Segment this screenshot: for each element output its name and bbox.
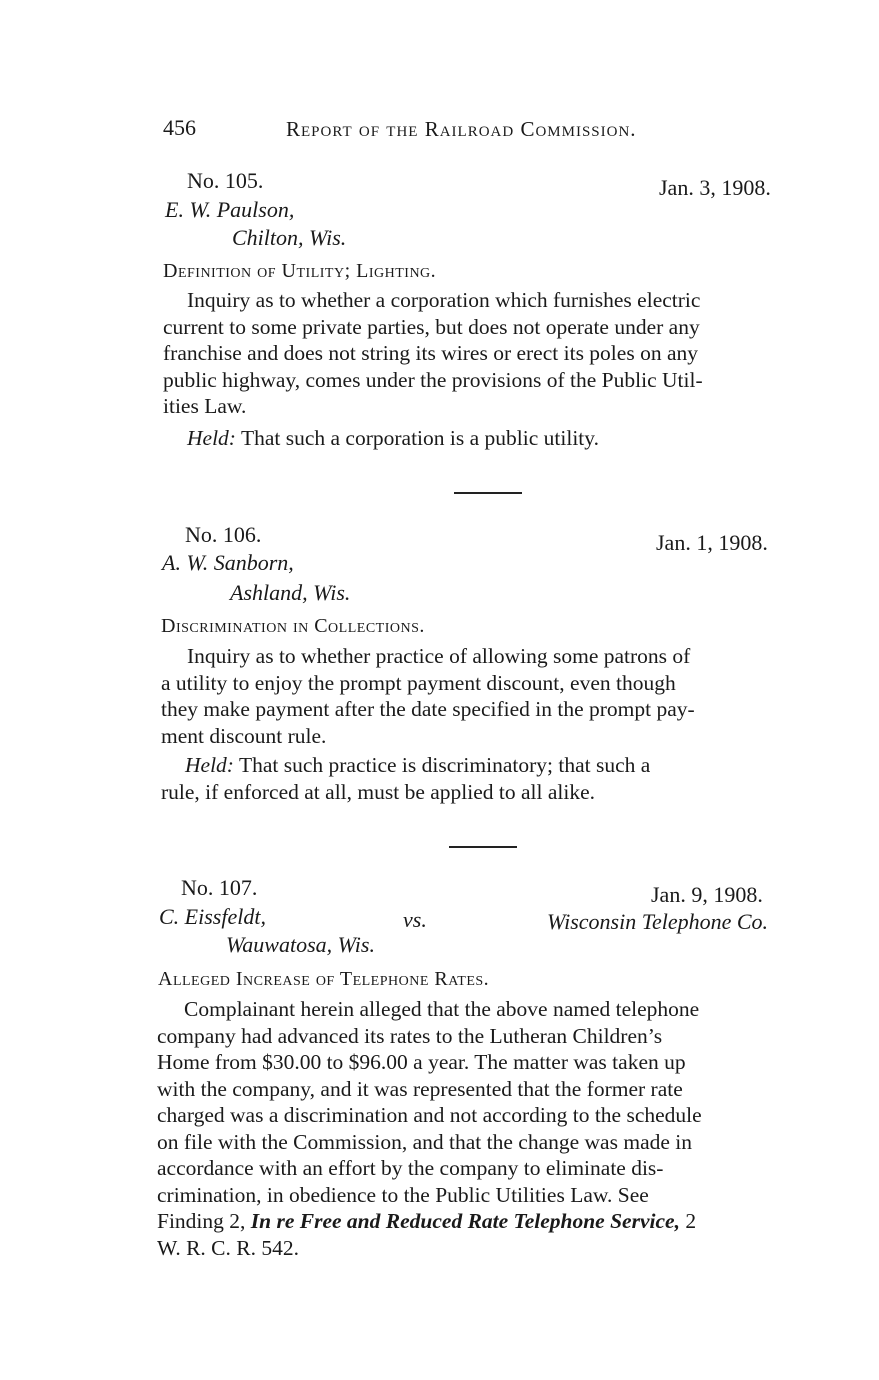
held-text: That such practice is discriminatory; that such a — [238, 753, 651, 777]
text-line: Home from $30.00 to $96.00 a year. The matter was taken up — [157, 1050, 686, 1074]
held-line — [161, 752, 811, 779]
page-number: 456 — [163, 115, 196, 140]
party-name: C. Eissfeldt, — [159, 904, 266, 929]
finding-suffix: 2 — [685, 1209, 697, 1233]
text-line: they make payment after the date specified in the prompt pay- — [161, 697, 695, 721]
entry-number: No. 106. — [185, 522, 262, 547]
party-place: Ashland, Wis. — [230, 580, 351, 605]
text-line: Inquiry as to whether a corporation which furnishes electric — [187, 288, 701, 312]
text-line: ities Law. — [163, 394, 247, 418]
entry-date: Jan. 9, 1908. — [651, 882, 763, 907]
party-place: Wauwatosa, Wis. — [226, 932, 375, 957]
holding — [187, 426, 599, 451]
text-line: accordance with an effort by the company to eliminate dis- — [157, 1156, 664, 1180]
text-line: Complainant herein alleged that the above named telephone — [184, 997, 700, 1021]
entry-date: Jan. 1, 1908. — [656, 530, 768, 555]
text-line: current to some private parties, but does not operate under any — [163, 314, 700, 339]
citation: W. R. C. R. 542. — [157, 1235, 299, 1260]
text-line: with the company, and it was represented that the former rate — [157, 1076, 683, 1101]
text-line: Inquiry as to whether practice of allowing some patrons of — [187, 644, 691, 668]
entry-date: Jan. 3, 1908. — [659, 175, 771, 200]
section-divider — [454, 492, 522, 494]
held-text: That such a corporation is a public utility. — [240, 426, 599, 450]
text-line: franchise and does not string its wires or erect its poles on any — [163, 341, 698, 365]
finding-title: In re Free and Reduced Rate Telephone Service, — [250, 1209, 680, 1233]
held-text: rule, if enforced at all, must be applied to all alike. — [161, 779, 596, 804]
finding-prefix: Finding 2, — [157, 1209, 246, 1233]
complaint-paragraph — [157, 996, 805, 1261]
text-line: on file with the Commission, and that the change was made in — [157, 1129, 693, 1154]
subject-caption: Definition of Utility; Lighting. — [163, 260, 437, 282]
text-line: charged was a discrimination and not according to the schedule — [157, 1103, 702, 1127]
party-place: Chilton, Wis. — [232, 225, 347, 250]
subject-caption: Alleged Increase of Telephone Rates. — [158, 968, 490, 990]
party-name: E. W. Paulson, — [165, 197, 295, 222]
versus-label: vs. — [403, 907, 427, 932]
inquiry-paragraph — [163, 287, 813, 420]
respondent-name: Wisconsin Telephone Co. — [547, 909, 769, 934]
subject-caption: Discrimination in Collections. — [161, 615, 425, 637]
text-line: crimination, in obedience to the Public Utilities Law. See — [157, 1182, 649, 1207]
holding — [161, 752, 811, 805]
section-divider — [449, 846, 517, 848]
held-label: Held: — [187, 426, 236, 450]
text-line: ment discount rule. — [161, 723, 327, 748]
text-line: a utility to enjoy the prompt payment discount, even though — [161, 670, 676, 695]
entry-number: No. 107. — [181, 875, 258, 900]
text-line: public highway, comes under the provisions of the Public Util- — [163, 367, 703, 392]
held-label: Held: — [185, 753, 234, 777]
party-name: A. W. Sanborn, — [162, 550, 294, 575]
finding-line — [157, 1208, 805, 1235]
inquiry-paragraph — [161, 643, 811, 749]
running-title: Report of the Railroad Commission. — [286, 117, 637, 141]
text-line: company had advanced its rates to the Lutheran Children’s — [157, 1023, 663, 1048]
entry-number: No. 105. — [187, 168, 264, 193]
